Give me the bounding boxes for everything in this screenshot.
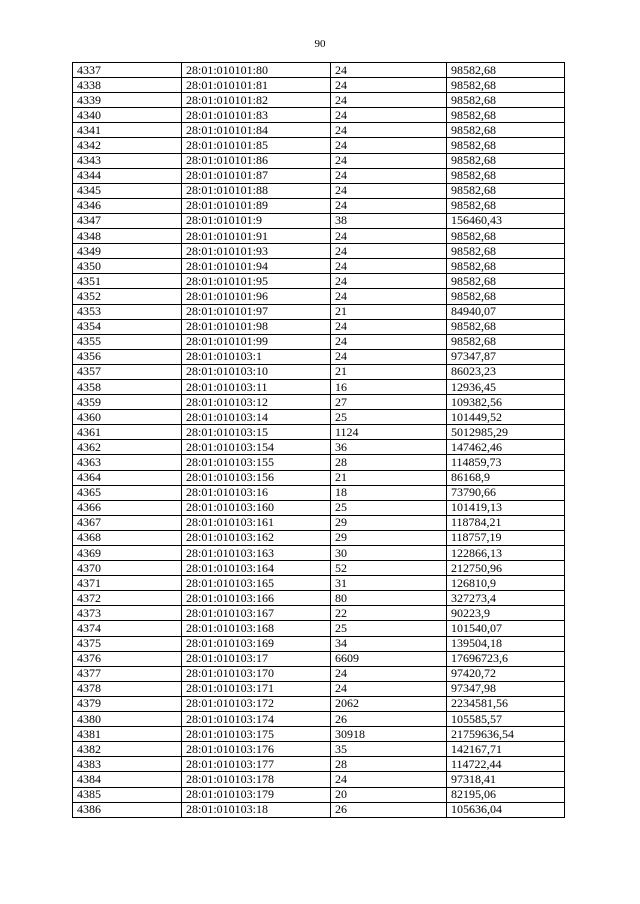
row-number-cell: 4344 [73,168,182,183]
cadastral-number-cell: 28:01:010101:9 [182,213,331,228]
table-row [73,319,565,334]
table-row [73,93,565,108]
area-cell: 25 [331,410,447,425]
row-number-cell: 4366 [73,500,182,515]
value-cell: 142167,71 [447,742,565,757]
table-row [73,138,565,153]
row-number-cell: 4357 [73,364,182,379]
value-cell: 2234581,56 [447,696,565,711]
value-cell: 73790,66 [447,485,565,500]
area-cell: 27 [331,395,447,410]
area-cell: 24 [331,123,447,138]
cadastral-number-cell: 28:01:010101:87 [182,168,331,183]
value-cell: 139504,18 [447,636,565,651]
row-number-cell: 4339 [73,93,182,108]
table-row [73,123,565,138]
cadastral-number-cell: 28:01:010103:179 [182,787,331,802]
row-number-cell: 4365 [73,485,182,500]
value-cell: 98582,68 [447,334,565,349]
row-number-cell: 4381 [73,727,182,742]
cadastral-number-cell: 28:01:010103:12 [182,395,331,410]
area-cell: 31 [331,576,447,591]
row-number-cell: 4356 [73,349,182,364]
area-cell: 28 [331,757,447,772]
cadastral-number-cell: 28:01:010103:18 [182,802,331,817]
value-cell: 147462,46 [447,440,565,455]
cadastral-number-cell: 28:01:010101:96 [182,289,331,304]
value-cell: 105636,04 [447,802,565,817]
area-cell: 6609 [331,651,447,666]
table-row [73,455,565,470]
cadastral-number-cell: 28:01:010103:155 [182,455,331,470]
value-cell: 90223,9 [447,606,565,621]
table-row [73,515,565,530]
row-number-cell: 4379 [73,696,182,711]
area-cell: 24 [331,63,447,78]
table-row [73,546,565,561]
area-cell: 24 [331,168,447,183]
page-number: 90 [314,38,326,50]
area-cell: 26 [331,802,447,817]
cadastral-number-cell: 28:01:010103:167 [182,606,331,621]
cadastral-number-cell: 28:01:010101:95 [182,274,331,289]
table-row [73,470,565,485]
cadastral-number-cell: 28:01:010103:175 [182,727,331,742]
area-cell: 29 [331,515,447,530]
area-cell: 38 [331,213,447,228]
cadastral-number-cell: 28:01:010103:174 [182,712,331,727]
value-cell: 97318,41 [447,772,565,787]
value-cell: 98582,68 [447,108,565,123]
area-cell: 25 [331,500,447,515]
cadastral-number-cell: 28:01:010103:164 [182,561,331,576]
row-number-cell: 4358 [73,379,182,394]
area-cell: 16 [331,379,447,394]
cadastral-number-cell: 28:01:010103:16 [182,485,331,500]
table-row [73,757,565,772]
cadastral-number-cell: 28:01:010103:10 [182,364,331,379]
table-row [73,259,565,274]
area-cell: 20 [331,787,447,802]
row-number-cell: 4345 [73,183,182,198]
row-number-cell: 4347 [73,213,182,228]
value-cell: 98582,68 [447,168,565,183]
value-cell: 327273,4 [447,591,565,606]
table-row [73,530,565,545]
cadastral-number-cell: 28:01:010103:17 [182,651,331,666]
row-number-cell: 4368 [73,530,182,545]
row-number-cell: 4343 [73,153,182,168]
value-cell: 21759636,54 [447,727,565,742]
cadastral-number-cell: 28:01:010101:82 [182,93,331,108]
value-cell: 98582,68 [447,274,565,289]
area-cell: 24 [331,681,447,696]
cadastral-number-cell: 28:01:010103:166 [182,591,331,606]
table-row [73,772,565,787]
table-body [73,63,565,818]
table-row [73,183,565,198]
row-number-cell: 4346 [73,198,182,213]
row-number-cell: 4378 [73,681,182,696]
table-row [73,395,565,410]
value-cell: 98582,68 [447,289,565,304]
area-cell: 24 [331,244,447,259]
table-row [73,727,565,742]
cadastral-number-cell: 28:01:010103:154 [182,440,331,455]
cadastral-number-cell: 28:01:010103:161 [182,515,331,530]
area-cell: 24 [331,229,447,244]
row-number-cell: 4340 [73,108,182,123]
row-number-cell: 4375 [73,636,182,651]
area-cell: 36 [331,440,447,455]
table-row [73,244,565,259]
cadastral-number-cell: 28:01:010103:171 [182,681,331,696]
cadastral-number-cell: 28:01:010101:85 [182,138,331,153]
area-cell: 34 [331,636,447,651]
value-cell: 97347,98 [447,681,565,696]
row-number-cell: 4382 [73,742,182,757]
area-cell: 22 [331,606,447,621]
table-row [73,168,565,183]
area-cell: 24 [331,666,447,681]
cadastral-number-cell: 28:01:010101:98 [182,319,331,334]
row-number-cell: 4350 [73,259,182,274]
table-row [73,274,565,289]
table-row [73,108,565,123]
table-row [73,485,565,500]
area-cell: 29 [331,530,447,545]
row-number-cell: 4349 [73,244,182,259]
cadastral-number-cell: 28:01:010103:11 [182,379,331,394]
cadastral-number-cell: 28:01:010103:156 [182,470,331,485]
area-cell: 52 [331,561,447,576]
cadastral-number-cell: 28:01:010101:86 [182,153,331,168]
value-cell: 98582,68 [447,63,565,78]
value-cell: 98582,68 [447,229,565,244]
table-row [73,787,565,802]
table-row [73,63,565,78]
row-number-cell: 4384 [73,772,182,787]
row-number-cell: 4361 [73,425,182,440]
value-cell: 122866,13 [447,546,565,561]
area-cell: 24 [331,183,447,198]
area-cell: 21 [331,470,447,485]
cadastral-number-cell: 28:01:010103:172 [182,696,331,711]
value-cell: 101449,52 [447,410,565,425]
table-row [73,802,565,817]
value-cell: 98582,68 [447,78,565,93]
table-row [73,712,565,727]
area-cell: 25 [331,621,447,636]
value-cell: 98582,68 [447,93,565,108]
cadastral-number-cell: 28:01:010101:81 [182,78,331,93]
area-cell: 30918 [331,727,447,742]
row-number-cell: 4364 [73,470,182,485]
value-cell: 156460,43 [447,213,565,228]
cadastral-number-cell: 28:01:010103:168 [182,621,331,636]
value-cell: 5012985,29 [447,425,565,440]
row-number-cell: 4337 [73,63,182,78]
area-cell: 24 [331,78,447,93]
cadastral-number-cell: 28:01:010101:91 [182,229,331,244]
cadastral-number-cell: 28:01:010103:170 [182,666,331,681]
table-row [73,591,565,606]
value-cell: 84940,07 [447,304,565,319]
table-row [73,742,565,757]
value-cell: 101540,07 [447,621,565,636]
table-row [73,153,565,168]
row-number-cell: 4372 [73,591,182,606]
area-cell: 24 [331,93,447,108]
row-number-cell: 4353 [73,304,182,319]
table-row [73,440,565,455]
area-cell: 24 [331,153,447,168]
area-cell: 24 [331,319,447,334]
row-number-cell: 4369 [73,546,182,561]
cadastral-number-cell: 28:01:010101:99 [182,334,331,349]
row-number-cell: 4338 [73,78,182,93]
row-number-cell: 4352 [73,289,182,304]
row-number-cell: 4354 [73,319,182,334]
value-cell: 118784,21 [447,515,565,530]
area-cell: 80 [331,591,447,606]
cadastral-number-cell: 28:01:010103:176 [182,742,331,757]
area-cell: 24 [331,138,447,153]
area-cell: 24 [331,259,447,274]
table-row [73,410,565,425]
cadastral-number-cell: 28:01:010103:160 [182,500,331,515]
row-number-cell: 4360 [73,410,182,425]
row-number-cell: 4373 [73,606,182,621]
row-number-cell: 4376 [73,651,182,666]
table-row [73,229,565,244]
table-row [73,364,565,379]
row-number-cell: 4359 [73,395,182,410]
cadastral-number-cell: 28:01:010101:88 [182,183,331,198]
table-row [73,334,565,349]
cadastral-number-cell: 28:01:010103:177 [182,757,331,772]
cadastral-number-cell: 28:01:010103:165 [182,576,331,591]
row-number-cell: 4374 [73,621,182,636]
cadastral-number-cell: 28:01:010103:15 [182,425,331,440]
table-row [73,379,565,394]
cadastral-number-cell: 28:01:010101:93 [182,244,331,259]
table-row [73,606,565,621]
area-cell: 18 [331,485,447,500]
value-cell: 98582,68 [447,319,565,334]
area-cell: 21 [331,304,447,319]
value-cell: 105585,57 [447,712,565,727]
table-row [73,651,565,666]
value-cell: 12936,45 [447,379,565,394]
row-number-cell: 4362 [73,440,182,455]
value-cell: 98582,68 [447,123,565,138]
table-row [73,666,565,681]
area-cell: 24 [331,274,447,289]
table-row [73,198,565,213]
table-row [73,576,565,591]
value-cell: 212750,96 [447,561,565,576]
value-cell: 98582,68 [447,138,565,153]
value-cell: 114722,44 [447,757,565,772]
table-row [73,500,565,515]
area-cell: 2062 [331,696,447,711]
area-cell: 24 [331,108,447,123]
row-number-cell: 4383 [73,757,182,772]
table-row [73,561,565,576]
area-cell: 1124 [331,425,447,440]
row-number-cell: 4370 [73,561,182,576]
value-cell: 98582,68 [447,259,565,274]
table-row [73,681,565,696]
area-cell: 35 [331,742,447,757]
cadastral-number-cell: 28:01:010101:89 [182,198,331,213]
registry-table [72,62,565,818]
table-row [73,78,565,93]
table-row [73,621,565,636]
row-number-cell: 4341 [73,123,182,138]
cadastral-number-cell: 28:01:010101:80 [182,63,331,78]
cadastral-number-cell: 28:01:010103:162 [182,530,331,545]
table-row [73,213,565,228]
area-cell: 26 [331,712,447,727]
cadastral-number-cell: 28:01:010103:1 [182,349,331,364]
area-cell: 24 [331,198,447,213]
row-number-cell: 4355 [73,334,182,349]
value-cell: 97420,72 [447,666,565,681]
cadastral-number-cell: 28:01:010101:83 [182,108,331,123]
cadastral-number-cell: 28:01:010101:94 [182,259,331,274]
cadastral-number-cell: 28:01:010101:97 [182,304,331,319]
area-cell: 24 [331,289,447,304]
row-number-cell: 4348 [73,229,182,244]
table-row [73,636,565,651]
cadastral-number-cell: 28:01:010103:178 [182,772,331,787]
row-number-cell: 4371 [73,576,182,591]
table-row [73,304,565,319]
value-cell: 98582,68 [447,244,565,259]
value-cell: 118757,19 [447,530,565,545]
value-cell: 86023,23 [447,364,565,379]
table-row [73,696,565,711]
value-cell: 114859,73 [447,455,565,470]
row-number-cell: 4342 [73,138,182,153]
value-cell: 98582,68 [447,153,565,168]
table-row [73,349,565,364]
row-number-cell: 4377 [73,666,182,681]
row-number-cell: 4386 [73,802,182,817]
row-number-cell: 4351 [73,274,182,289]
area-cell: 24 [331,772,447,787]
area-cell: 24 [331,334,447,349]
value-cell: 98582,68 [447,183,565,198]
area-cell: 24 [331,349,447,364]
row-number-cell: 4385 [73,787,182,802]
value-cell: 97347,87 [447,349,565,364]
cadastral-number-cell: 28:01:010103:14 [182,410,331,425]
cadastral-number-cell: 28:01:010103:163 [182,546,331,561]
value-cell: 126810,9 [447,576,565,591]
value-cell: 98582,68 [447,198,565,213]
value-cell: 101419,13 [447,500,565,515]
value-cell: 86168,9 [447,470,565,485]
area-cell: 30 [331,546,447,561]
value-cell: 82195,06 [447,787,565,802]
cadastral-number-cell: 28:01:010103:169 [182,636,331,651]
row-number-cell: 4363 [73,455,182,470]
row-number-cell: 4367 [73,515,182,530]
value-cell: 17696723,6 [447,651,565,666]
cadastral-number-cell: 28:01:010101:84 [182,123,331,138]
value-cell: 109382,56 [447,395,565,410]
table-row [73,425,565,440]
row-number-cell: 4380 [73,712,182,727]
table-row [73,289,565,304]
area-cell: 28 [331,455,447,470]
area-cell: 21 [331,364,447,379]
